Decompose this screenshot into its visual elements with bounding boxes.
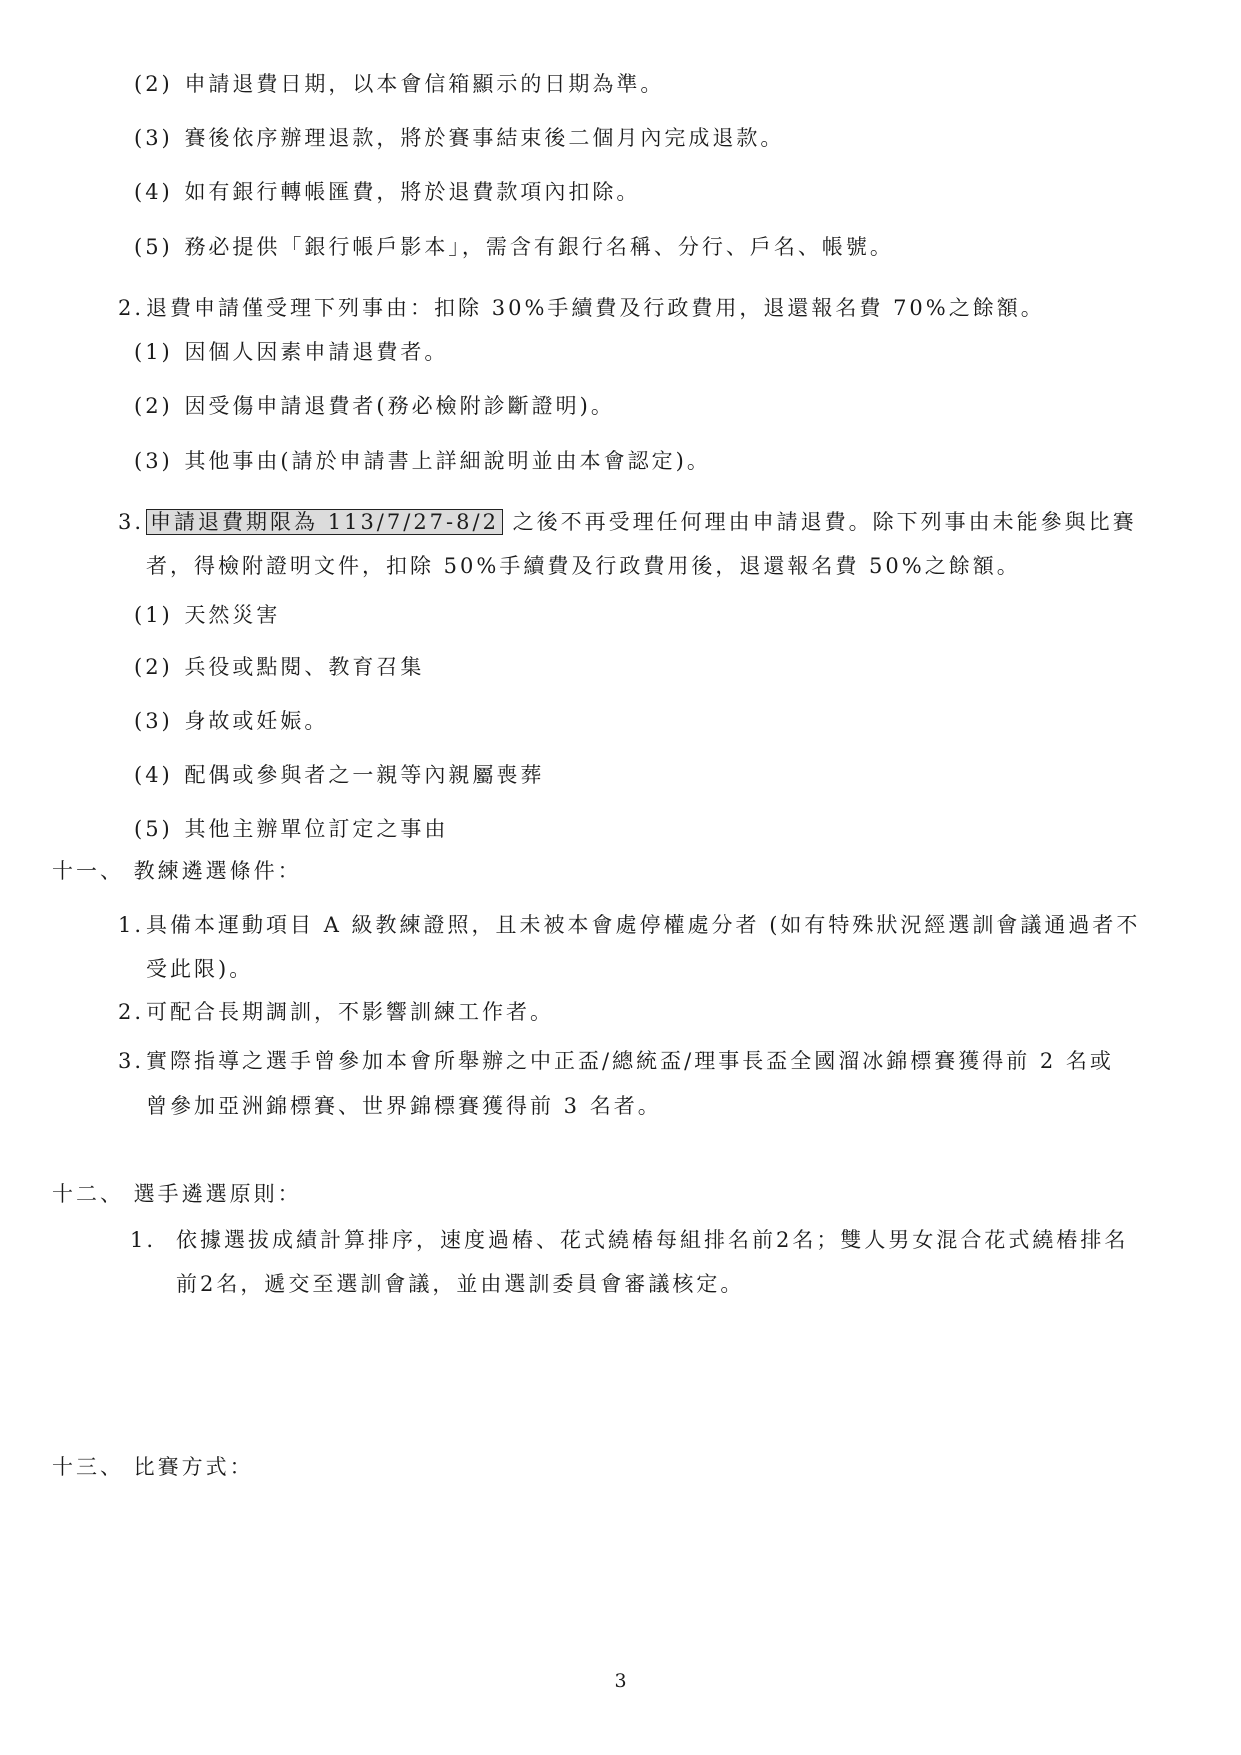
item2-sub-1: (1) 因個人因素申請退費者。 xyxy=(134,340,449,364)
section-11-heading: 十一、 教練遴選條件： xyxy=(52,859,302,883)
section-13-heading: 十三、 比賽方式： xyxy=(52,1455,254,1479)
coach-criteria-3-line2: 曾參加亞洲錦標賽、世界錦標賽獲得前 3 名者。 xyxy=(146,1094,662,1118)
refund-item-3: 3. 申請退費期限為 113/7/27-8/2 之後不再受理任何理由申請退費。除下列事由未能參與比賽 xyxy=(118,510,1137,534)
refund-item-2: 2.退費申請僅受理下列事由：扣除 30%手續費及行政費用，退還報名費 70%之餘額。 xyxy=(118,296,1045,320)
refund-item-3-line2: 者，得檢附證明文件，扣除 50%手續費及行政費用後，退還報名費 50%之餘額。 xyxy=(146,554,1021,578)
refund-detail-4: (4) 如有銀行轉帳匯費，將於退費款項內扣除。 xyxy=(134,180,641,204)
coach-criteria-3: 3.實際指導之選手曾參加本會所舉辦之中正盃/總統盃/理事長盃全國溜冰錦標賽獲得前 2 名或 xyxy=(118,1049,1114,1073)
item3-sub-3: (3) 身故或妊娠。 xyxy=(134,709,329,733)
refund-detail-2: (2) 申請退費日期，以本會信箱顯示的日期為準。 xyxy=(134,72,665,96)
coach-criteria-2: 2.可配合長期調訓，不影響訓練工作者。 xyxy=(118,1000,555,1024)
refund-deadline-highlight: 申請退費期限為 113/7/27-8/2 xyxy=(146,509,503,535)
item3-sub-1: (1) 天然災害 xyxy=(134,603,281,627)
item2-sub-3: (3) 其他事由(請於申請書上詳細說明並由本會認定)。 xyxy=(134,449,711,473)
refund-detail-3: (3) 賽後依序辦理退款，將於賽事結束後二個月內完成退款。 xyxy=(134,126,785,150)
item2-sub-2: (2) 因受傷申請退費者(務必檢附診斷證明)。 xyxy=(134,394,615,418)
refund-detail-5: (5) 務必提供「銀行帳戶影本」，需含有銀行名稱、分行、戶名、帳號。 xyxy=(134,235,894,259)
athlete-criteria-1-line2: 前2名，遞交至選訓會議，並由選訓委員會審議核定。 xyxy=(176,1272,745,1296)
section-12-heading: 十二、 選手遴選原則： xyxy=(52,1182,302,1206)
athlete-criteria-1: 1. 依據選拔成績計算排序，速度過樁、花式繞樁每組排名前2名；雙人男女混合花式繞樁排名 xyxy=(130,1228,1129,1252)
coach-criteria-1: 1.具備本運動項目 A 級教練證照，且未被本會處停權處分者 (如有特殊狀況經選訓會議通過者不 xyxy=(118,913,1141,937)
item3-sub-2: (2) 兵役或點閱、教育召集 xyxy=(134,655,425,679)
item3-sub-4: (4) 配偶或參與者之一親等內親屬喪葬 xyxy=(134,763,545,787)
item3-sub-5: (5) 其他主辦單位訂定之事由 xyxy=(134,817,449,841)
coach-criteria-1-line2: 受此限)。 xyxy=(146,957,254,981)
page-number: 3 xyxy=(614,1670,627,1692)
